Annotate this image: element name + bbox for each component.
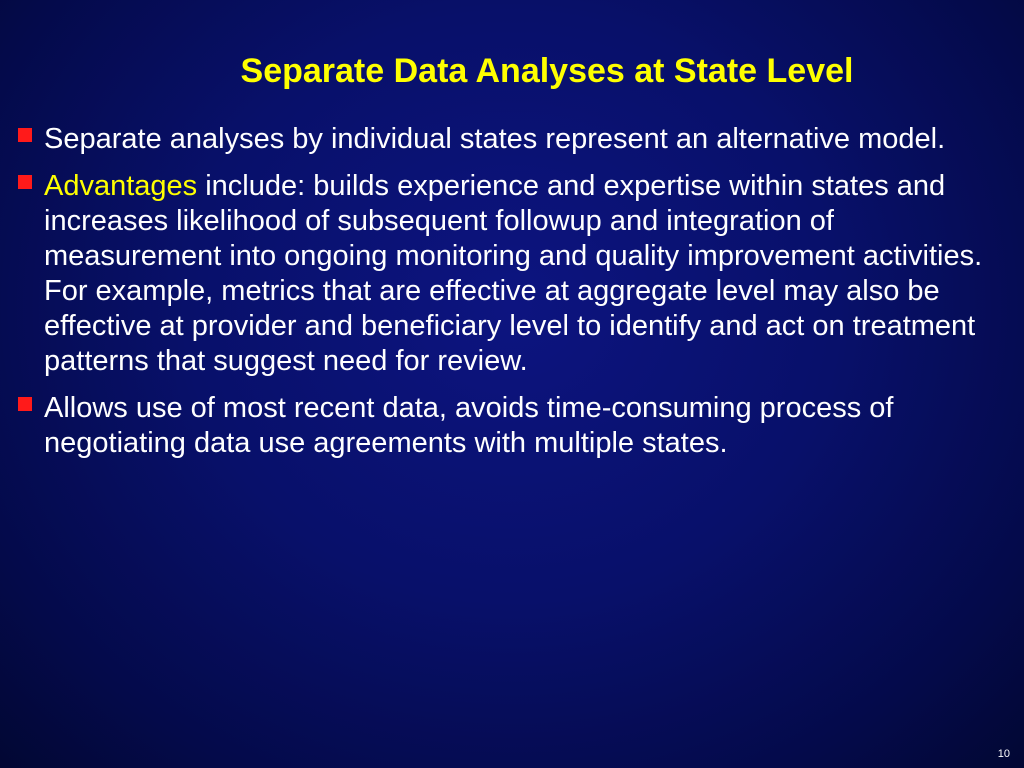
red-square-bullet-icon: [18, 175, 32, 189]
bullet-text: Allows use of most recent data, avoids time-consuming process of negotiating data use agreements with multiple states.: [44, 392, 894, 459]
bullet-item: [12, 169, 1016, 379]
bullet-text: Separate analyses by individual states represent an alternative model.: [44, 123, 946, 155]
bullet-item: [12, 391, 1016, 461]
bullet-list: [12, 122, 1016, 473]
slide-title: Separate Data Analyses at State Level: [240, 52, 854, 90]
red-square-bullet-icon: [18, 397, 32, 411]
red-square-bullet-icon: [18, 128, 32, 142]
bullet-item: [12, 122, 1016, 157]
page-number: 10: [997, 748, 1010, 760]
bullet-text: include: builds experience and expertise within states and increases likelihood of subsequent followup and integration of measurement into ongoing monitoring and quality improvement activities. For example, metrics that are effective at aggregate level may also be effective at provider and beneficiary level to identify and act on treatment patterns that suggest need for review.: [44, 170, 983, 377]
bullet-highlight: Advantages: [44, 170, 198, 202]
